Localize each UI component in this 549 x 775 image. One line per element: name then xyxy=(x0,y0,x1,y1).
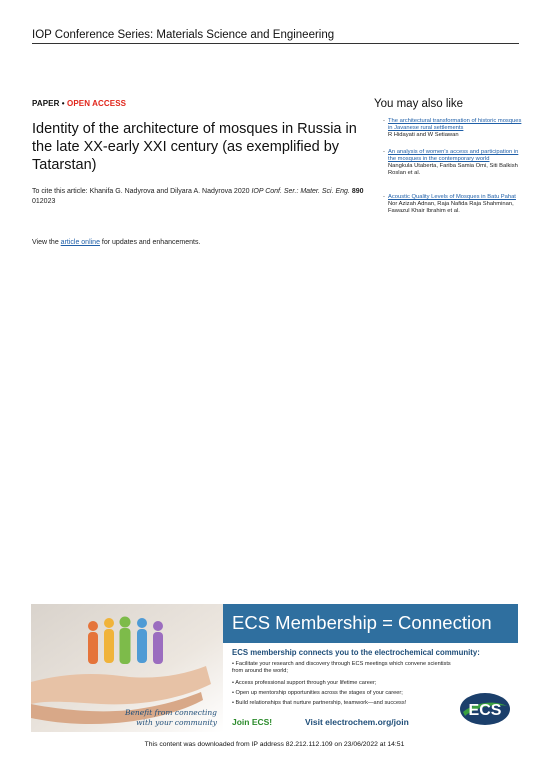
visit-ecs-link[interactable]: Visit electrochem.org/join xyxy=(305,717,409,727)
view-suffix: for updates and enhancements. xyxy=(99,239,201,246)
citation-prefix: To cite this article: Khanifa G. Nadyrova and Dilyara A. Nadyrova 2020 xyxy=(32,188,252,195)
related-item-link[interactable]: Acoustic Quality Levels of Mosques in Batu Pahat xyxy=(388,194,516,200)
banner-tagline-1: Benefit from connecting xyxy=(124,708,217,717)
banner-headline: ECS Membership = Connection xyxy=(232,612,492,633)
list-dash: - xyxy=(383,194,385,200)
download-footer: This content was downloaded from IP address 82.212.112.109 on 23/06/2022 at 14:51 xyxy=(144,741,405,748)
related-item-authors: R Hidayati and W Setiawan xyxy=(388,132,459,138)
paper-label: PAPER xyxy=(32,99,60,108)
ecs-logo-text: ECS xyxy=(468,702,502,719)
citation xyxy=(32,187,367,207)
bullet-separator: • xyxy=(61,99,65,108)
join-ecs-link[interactable]: Join ECS! xyxy=(232,717,273,727)
banner-tagline-2: with your community xyxy=(136,718,217,727)
article-online-link[interactable]: article online xyxy=(60,239,100,246)
open-access-label: OPEN ACCESS xyxy=(67,99,127,108)
banner-bullet: • Facilitate your research and discovery through ECS meetings which convene scientists from around the world; xyxy=(232,661,451,674)
paper-type-label xyxy=(32,99,126,108)
banner-bullet: • Open up mentorship opportunities across the stages of your career; xyxy=(232,690,403,696)
related-item-authors: Nor Azizah Adnan, Raja Nafida Raja Shahminan, Fawazul Khair Ibrahim et al. xyxy=(388,201,514,214)
related-item xyxy=(383,194,523,215)
related-item-link[interactable]: An analysis of women's access and participation in the mosques in the contemporary world xyxy=(388,149,519,162)
citation-volume: 890 xyxy=(351,188,364,195)
journal-name: IOP Conference Series: Materials Science and Engineering xyxy=(32,29,335,41)
view-prefix: View the xyxy=(32,239,61,246)
banner-subhead: ECS membership connects you to the electrochemical community: xyxy=(232,648,480,657)
related-item xyxy=(383,149,523,177)
banner-content xyxy=(223,604,518,732)
ecs-logo xyxy=(459,692,511,726)
related-item xyxy=(383,118,523,139)
related-item-authors: Nangkula Utaberta, Fariba Samia Omi, Siti Balkish Roslan et al. xyxy=(388,163,518,176)
list-dash: - xyxy=(383,149,385,155)
citation-journal: IOP Conf. Ser.: Mater. Sci. Eng. xyxy=(251,188,350,195)
banner-header-bar xyxy=(223,604,518,643)
article-title: Identity of the architecture of mosques in Russia in the late XX-early XXI century (as exemplified by Tatarstan) xyxy=(32,121,357,173)
you-may-also-like-heading: You may also like xyxy=(374,98,464,110)
list-dash: - xyxy=(383,118,385,124)
ecs-banner-ad[interactable] xyxy=(31,604,518,732)
header-divider xyxy=(32,43,519,44)
view-online-line xyxy=(32,239,200,246)
hands-with-people-illustration xyxy=(31,604,223,732)
banner-bullet: • Build relationships that nurture partnership, teamwork—and success! xyxy=(232,700,407,706)
related-item-link[interactable]: The architectural transformation of historic mosques in Javanese rural settlements xyxy=(388,118,522,131)
banner-bullet: • Access professional support through your lifetime career; xyxy=(232,680,377,686)
banner-illustration xyxy=(31,604,223,732)
citation-suffix: 012023 xyxy=(32,198,56,205)
